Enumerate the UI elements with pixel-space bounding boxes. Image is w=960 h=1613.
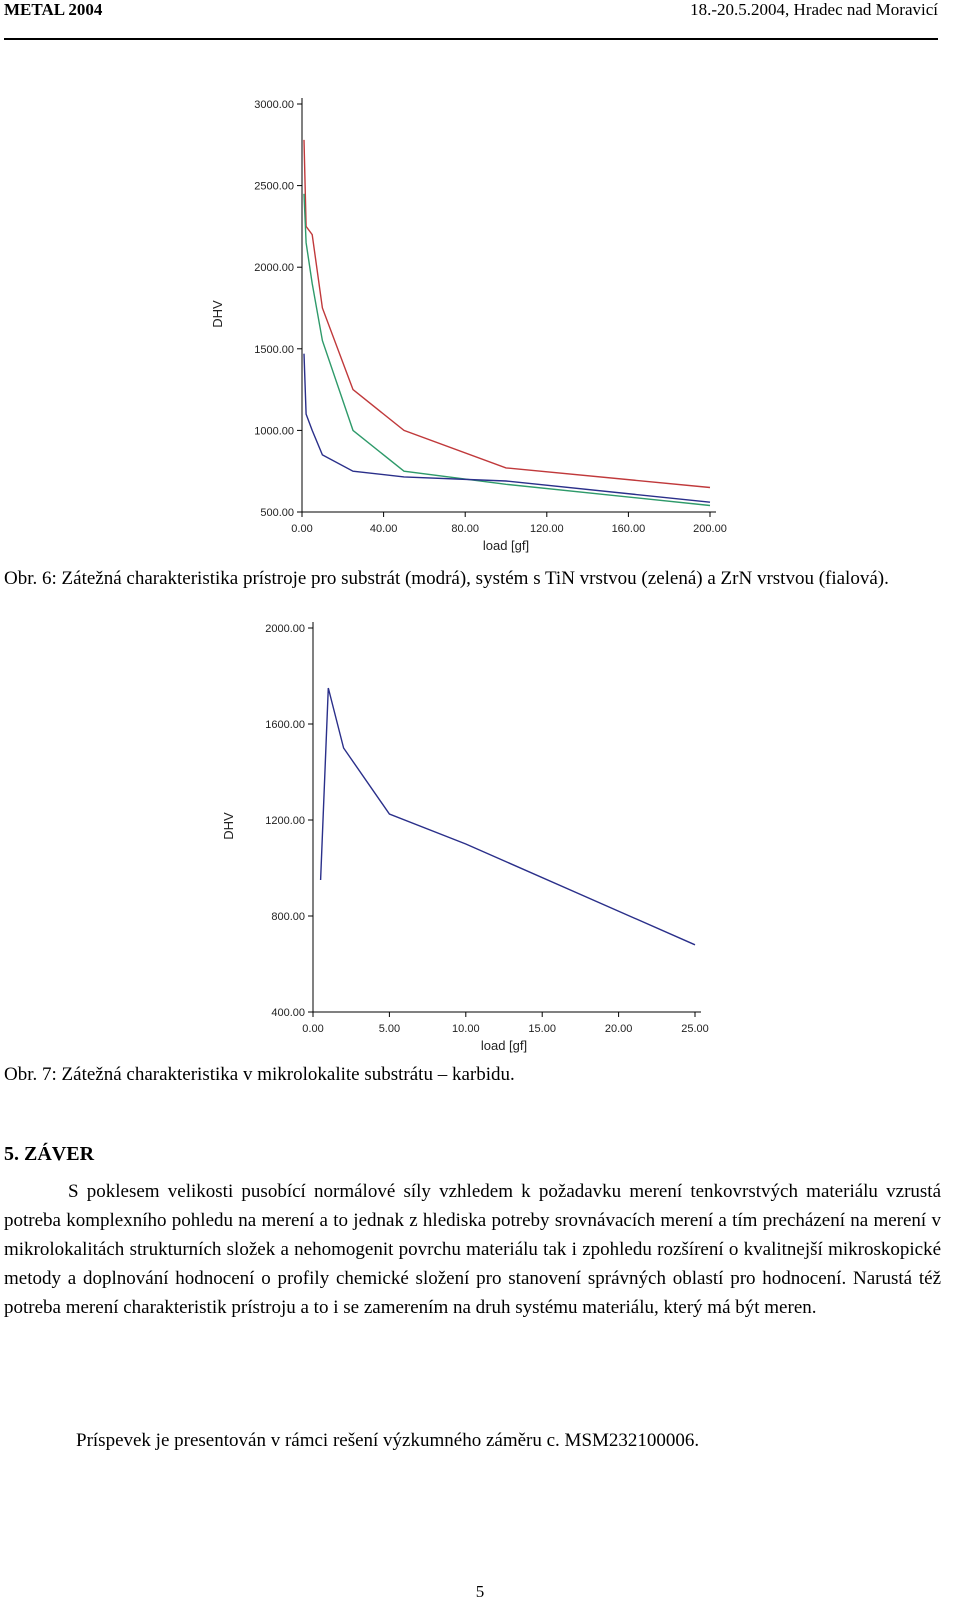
x-tick-label: 0.00 bbox=[302, 1023, 324, 1035]
x-tick-label: 15.00 bbox=[528, 1023, 556, 1035]
y-axis-label: DHV bbox=[210, 300, 225, 328]
x-tick-label: 200.00 bbox=[693, 523, 727, 535]
conclusion-paragraph: S poklesem velikosti pusobící normálové síly vzhledem k požadavku merení tenkovrstvých materiálu vzrustá potreba komplexního pohledu na merení a to jednak z hlediska potreby srovnávacích merení a tím precházení na merení v mikrolokalitách strukturních složek a nehomogenit povrchu materiálu tak i zpohledu rozšírení o kvalitnejší mikroskopické metody a doplnování hodnocení o profily chemické složení pro stanovení správných oblastí pro hodnocení. Narustá též potreba merení charakteristik prístroju a to i se zamerením na druh systému materiálu, který má být meren. bbox=[4, 1181, 941, 1318]
figure-7-caption: Obr. 7: Zátežná charakteristika v mikrolokalite substrátu – karbidu. bbox=[4, 1064, 515, 1085]
y-tick-label: 1200.00 bbox=[265, 815, 305, 827]
x-axis-label: load [gf] bbox=[482, 538, 530, 553]
y-tick-label: 2500.00 bbox=[254, 180, 294, 193]
y-tick-label: 1000.00 bbox=[254, 425, 294, 438]
y-tick-label: 2000.00 bbox=[254, 262, 294, 275]
conference-name: METAL 2004 bbox=[4, 0, 103, 19]
header-rule bbox=[4, 38, 938, 40]
x-tick-label: 120.00 bbox=[529, 523, 564, 535]
series-line bbox=[321, 688, 695, 945]
y-tick-label: 500.00 bbox=[260, 507, 294, 519]
page-number: 5 bbox=[475, 1582, 485, 1601]
x-tick-label: 5.00 bbox=[378, 1023, 401, 1035]
series-line bbox=[304, 354, 710, 503]
conference-date-place: 18.-20.5.2004, Hradec nad Moravicí bbox=[690, 0, 938, 19]
acknowledgement: Príspevek je presentován v rámci rešení výzkumného záměru c. MSM232100006. bbox=[76, 1430, 700, 1451]
figure-6-chart bbox=[0, 78, 760, 564]
series-line bbox=[304, 140, 710, 488]
x-tick-label: 160.00 bbox=[611, 523, 646, 535]
y-tick-label: 400.00 bbox=[271, 1007, 305, 1019]
figure-7-chart bbox=[0, 612, 760, 1062]
x-tick-label: 80.00 bbox=[451, 523, 479, 535]
y-tick-label: 1500.00 bbox=[254, 343, 294, 356]
y-tick-label: 3000.00 bbox=[254, 99, 294, 111]
series-line bbox=[304, 194, 710, 506]
x-tick-label: 0.00 bbox=[291, 523, 313, 535]
figure-6-caption: Obr. 6: Zátežná charakteristika prístroje pro substrát (modrá), systém s TiN vrstvou (zelená) a ZrN vrstvou (fialová). bbox=[4, 568, 889, 589]
y-tick-label: 1600.00 bbox=[265, 719, 305, 731]
x-tick-label: 10.00 bbox=[452, 1023, 480, 1035]
y-tick-label: 800.00 bbox=[271, 911, 305, 923]
chart-svg bbox=[0, 612, 760, 1062]
chart-svg bbox=[0, 78, 760, 564]
section-title: 5. ZÁVER bbox=[4, 1143, 95, 1165]
y-tick-label: 2000.00 bbox=[265, 623, 305, 635]
x-axis-label: load [gf] bbox=[480, 1038, 528, 1053]
x-tick-label: 25.00 bbox=[681, 1023, 709, 1035]
page-header bbox=[4, 0, 938, 44]
y-axis-label: DHV bbox=[221, 812, 236, 840]
x-tick-label: 40.00 bbox=[369, 523, 398, 535]
x-tick-label: 20.00 bbox=[604, 1023, 633, 1035]
